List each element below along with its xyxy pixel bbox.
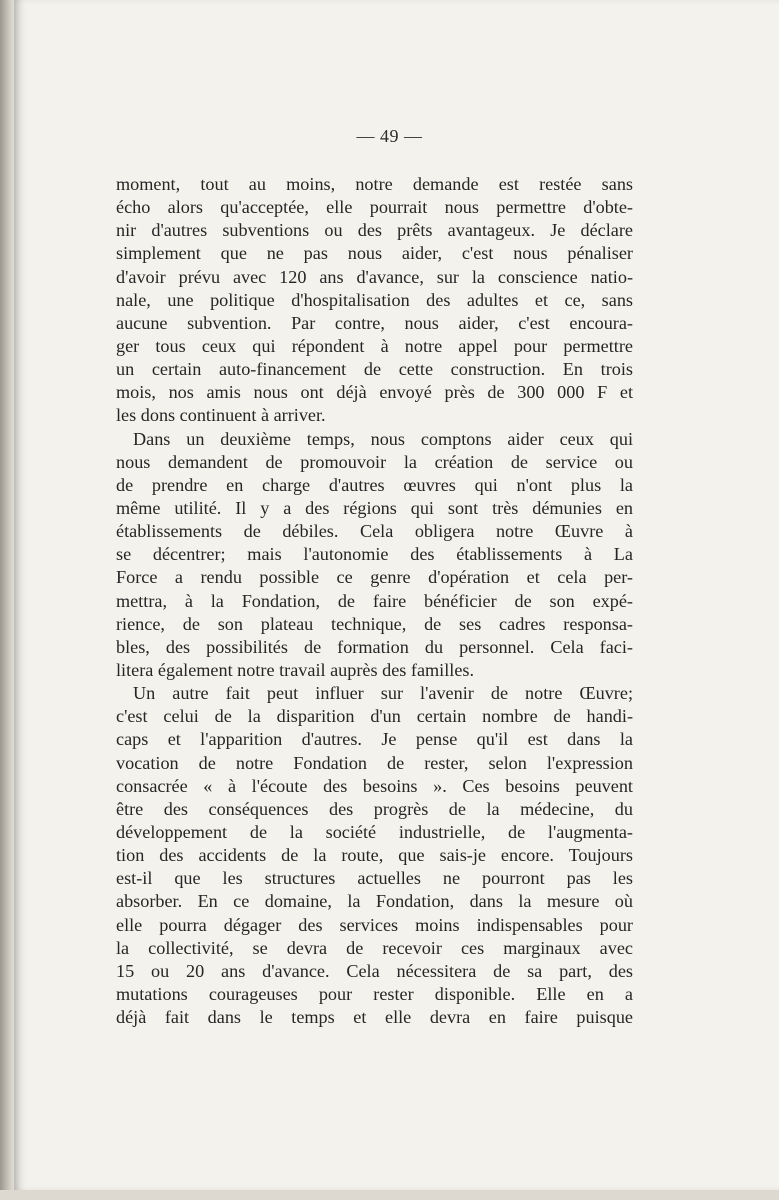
text-line: les dons continuent à arriver. [116,405,326,426]
text-line: nale, une politique d'hospitalisation des adultes et ce, sans [116,289,633,310]
page-bottom-edge [0,1190,779,1200]
paragraph-3 [116,682,633,1029]
paragraph-2 [116,428,633,683]
text-line: nous demandent de promouvoir la création de service ou [116,451,633,472]
text-line: nir d'autres subventions ou des prêts avantageux. Je déclare [116,220,633,241]
text-line: développement de la société industrielle, de l'augmenta- [116,821,633,842]
book-spine-shadow [0,0,14,1200]
text-line: établissements de débiles. Cela obligera notre Œuvre à [116,521,633,542]
text-line: Force a rendu possible ce genre d'opération et cela per- [116,567,633,588]
text-line: de prendre en charge d'autres œuvres qui n'ont plus la [116,474,633,495]
text-line: vocation de notre Fondation de rester, selon l'expression [116,752,633,773]
text-line: mettra, à la Fondation, de faire bénéficier de son expé- [116,590,633,611]
text-line: litera également notre travail auprès des familles. [116,659,475,680]
page-number: — 49 — [356,126,423,146]
text-line: écho alors qu'acceptée, elle pourrait nous permettre d'obte- [116,197,633,218]
text-line: ger tous ceux qui répondent à notre appel pour permettre [116,335,633,356]
text-line: déjà fait dans le temps et elle devra en faire puisque [116,1007,633,1028]
text-line: d'avoir prévu avec 120 ans d'avance, sur la conscience natio- [116,266,633,287]
text-line: bles, des possibilités de formation du personnel. Cela faci- [116,636,633,657]
text-line: mois, nos amis nous ont déjà envoyé près de 300 000 F et [116,382,633,403]
text-line: simplement que ne pas nous aider, c'est nous pénaliser [116,243,633,264]
text-line: moment, tout au moins, notre demande est restée sans [116,174,633,194]
text-line: même utilité. Il y a des régions qui sont très démunies en [116,497,633,518]
text-line: elle pourra dégager des services moins indispensables pour [116,914,633,935]
text-line: c'est celui de la disparition d'un certain nombre de handi- [116,706,633,727]
text-line: se décentrer; mais l'autonomie des établissements à La [116,544,633,565]
text-line: un certain auto-financement de cette construction. En trois [116,359,633,380]
paragraph-1 [116,173,633,428]
text-line: Dans un deuxième temps, nous comptons aider ceux qui [133,428,633,449]
text-line: la collectivité, se devra de recevoir ces marginaux avec [116,937,633,958]
text-line: Un autre fait peut influer sur l'avenir de notre Œuvre; [133,683,633,704]
body-text [116,173,633,1029]
text-line: tion des accidents de la route, que sais-je encore. Toujours [116,845,633,866]
text-line: 15 ou 20 ans d'avance. Cela nécessitera de sa part, des [116,960,633,981]
text-line: mutations courageuses pour rester disponible. Elle en a [116,983,633,1004]
text-line: aucune subvention. Par contre, nous aider, c'est encoura- [116,312,633,333]
text-line: être des conséquences des progrès de la médecine, du [116,798,633,819]
text-line: caps et l'apparition d'autres. Je pense qu'il est dans la [116,729,633,750]
text-line: absorber. En ce domaine, la Fondation, dans la mesure où [116,891,633,912]
text-line: rience, de son plateau technique, de ses cadres responsa- [116,613,633,634]
text-line: est-il que les structures actuelles ne pourront pas les [116,868,633,889]
text-line: consacrée « à l'écoute des besoins ». Ces besoins peuvent [116,775,633,796]
